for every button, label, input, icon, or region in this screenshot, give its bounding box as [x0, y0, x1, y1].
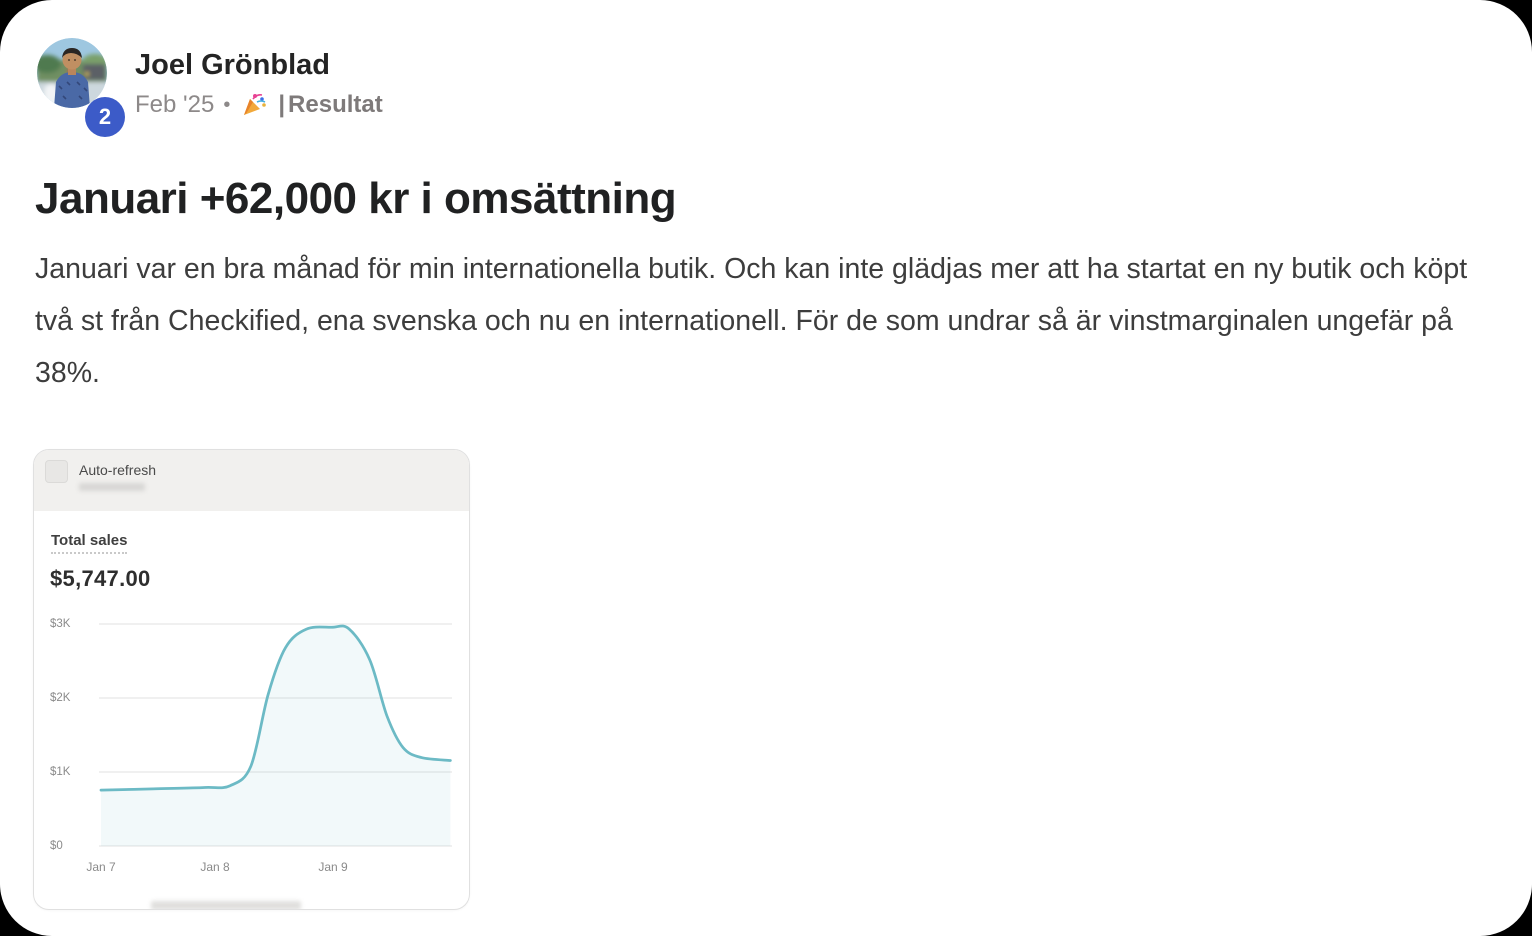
blurred-text-artifact: [151, 901, 301, 910]
sales-line-chart: [99, 623, 455, 849]
header-text: [135, 38, 383, 120]
post-header: [35, 38, 1502, 138]
auto-refresh-label: Auto-refresh: [79, 462, 157, 479]
y-tick: $1K: [50, 766, 71, 779]
avatar[interactable]: [37, 38, 112, 129]
metric-value: $5,747.00: [50, 566, 151, 592]
y-tick: $3K: [50, 618, 71, 631]
metric-label[interactable]: Total sales: [51, 532, 127, 554]
x-tick: Jan 8: [200, 860, 230, 875]
dashboard-body: [34, 511, 469, 909]
auto-refresh-checkbox[interactable]: [45, 460, 68, 483]
meta-dot: •: [223, 94, 231, 116]
y-tick: $2K: [50, 692, 71, 705]
dashboard-toolbar: [34, 450, 469, 511]
sales-chart: [34, 511, 469, 909]
party-popper-icon: [241, 92, 267, 118]
dashboard-screenshot[interactable]: [33, 449, 470, 910]
category-label[interactable]: Resultat: [288, 91, 383, 118]
post-count-badge: 2: [85, 97, 125, 137]
x-tick: Jan 9: [318, 860, 348, 875]
y-tick: $0: [50, 840, 63, 853]
post-body: Januari var en bra månad för min internationella butik. Och kan inte glädjas mer att ha startat en ny butik och köpt två st från Checkified, ena svenska och nu en internationell. För de som undrar så är vinstmarginalen ungefär på 38%.: [35, 253, 1468, 390]
auto-refresh-group: [79, 459, 156, 511]
blurred-text-artifact: [79, 483, 145, 491]
post-meta: [135, 90, 383, 120]
post-date: Feb '25: [135, 91, 215, 118]
post-title: Januari +62,000 kr i omsättning: [35, 174, 677, 223]
author-name[interactable]: Joel Grönblad: [135, 49, 330, 81]
meta-separator: |: [278, 91, 286, 118]
x-tick: Jan 7: [86, 860, 116, 875]
